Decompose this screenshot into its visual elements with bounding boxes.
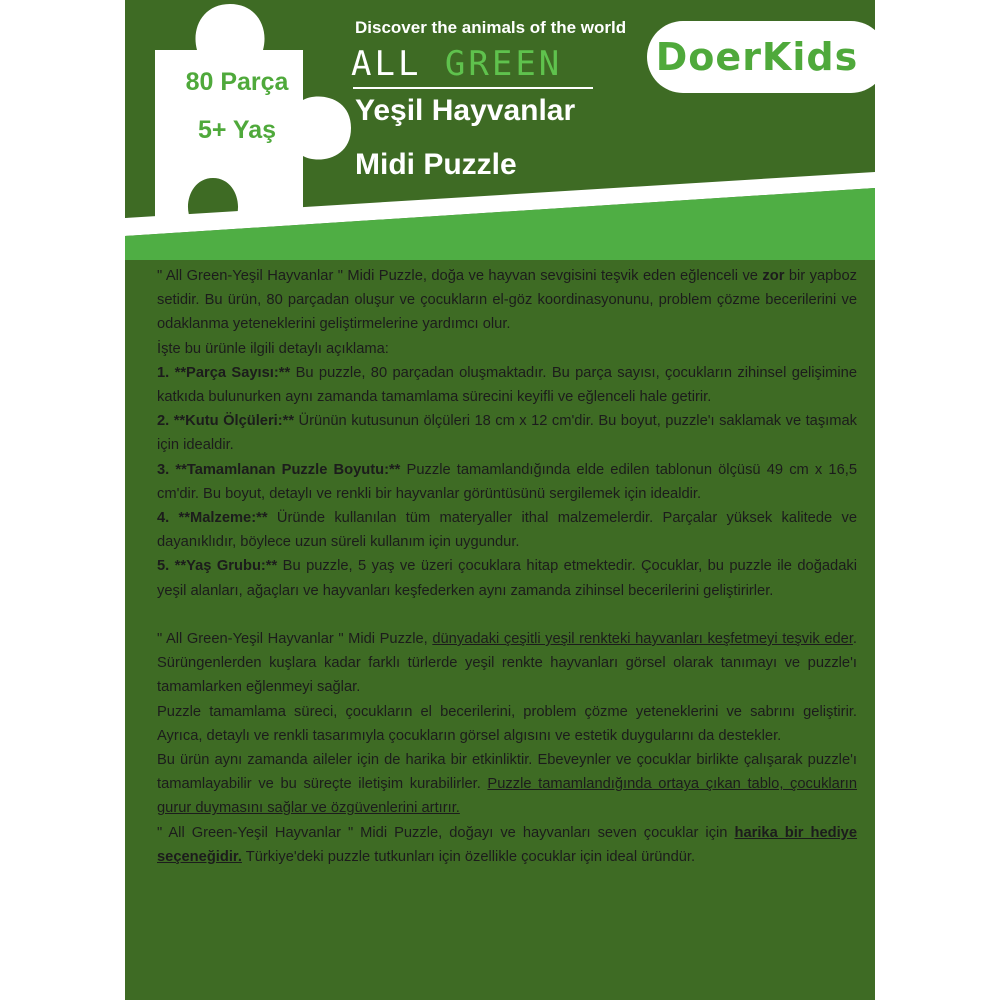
detail-item: 3. **Tamamlanan Puzzle Boyutu:** Puzzle tamamlandığında elde edilen tablonun ölçüsü 49 cm x 16,5 cm'dir. Bu boyut, detaylı ve renkli bir hayvanlar görüntüsünü sergilemek için idealdir.: [157, 461, 857, 502]
emphasis-text: zor: [762, 268, 785, 284]
description-paragraph: Bu ürün aynı zamanda aileler için de harika bir etkinliktir. Ebeveynler ve çocuklar birlikte çalışarak puzzle'ı tamamlayabilir ve bu süreçte iletişim kurabilirler. Puzzle tamamlandığında ortaya çıkan tablo, çocukların gurur duymasını sağlar ve özgüvenlerini artırır.: [157, 752, 857, 817]
product-title-line1: Yeşil Hayvanlar: [355, 94, 576, 127]
brand-logo: [647, 21, 875, 93]
description-paragraph: Puzzle tamamlama süreci, çocukların el becerilerini, problem çözme yeteneklerini ve sabrını geliştirir. Ayrıca, detaylı ve renkli tasarımıyla çocukların görsel algısını ve estetik duygularını da destekler.: [157, 703, 857, 744]
series-title-green: GREEN: [444, 44, 563, 84]
underlined-text: dünyadaki çeşitli yeşil renkteki hayvanları keşfetmeyi teşvik eder: [432, 631, 853, 648]
product-title-line2: Midi Puzzle: [355, 148, 517, 181]
detail-item: 4. **Malzeme:** Üründe kullanılan tüm materyaller ithal malzemelerdir. Parçalar yüksek kalitede ve dayanıklıdır, böylece uzun süreli kullanım için uygundur.: [157, 510, 858, 551]
badge-age-group: 5+ Yaş: [197, 116, 277, 144]
series-title: [351, 44, 562, 84]
detail-item: 1. **Parça Sayısı:** Bu puzzle, 80 parçadan oluşmaktadır. Bu parça sayısı, çocukların zihinsel gelişimine katkıda bulunurken aynı zamanda tamamlama sürecini keyifli ve eğlenceli hale getirir.: [157, 364, 857, 406]
product-panel: [125, 0, 875, 1000]
detail-item-label: 3. **Tamamlanan Puzzle Boyutu:**: [157, 461, 401, 478]
detail-item: 2. **Kutu Ölçüleri:** Ürünün kutusunun ölçüleri 18 cm x 12 cm'dir. Bu boyut, puzzle'ı saklamak ve taşımak için idealdir.: [157, 413, 857, 454]
badge-piece-count: 80 Parça: [185, 68, 289, 96]
detail-item: 5. **Yaş Grubu:** Bu puzzle, 5 yaş ve üzeri çocuklara hitap etmektedir. Çocuklar, bu puzzle ile doğadaki yeşil alanları, ağaçları ve hayvanları keşfederken aynı zamanda zihinsel becerilerini geliştirirler.: [157, 558, 857, 599]
description-intro: İşte bu ürünle ilgili detaylı açıklama:: [157, 340, 389, 357]
series-title-all: ALL: [351, 44, 422, 84]
underlined-text: Puzzle tamamlandığında ortaya çıkan tablo, çocukların gurur duymasını sağlar ve özgüvenlerini artırır.: [157, 776, 857, 817]
spacer: [157, 603, 857, 627]
brand-name: DoerKids: [655, 35, 859, 79]
description-paragraph: " All Green-Yeşil Hayvanlar " Midi Puzzle, dünyadaki çeşitli yeşil renkteki hayvanları keşfetmeyi teşvik eder. Sürüngenlerden kuşlara kadar farklı türlerde yeşil renkte hayvanları görsel olarak tanımayı ve puzzle'ı tamamlarken eğlenmeyi sağlar.: [157, 631, 858, 696]
detail-item-label: 2. **Kutu Ölçüleri:**: [157, 413, 295, 430]
detail-item-label: 4. **Malzeme:**: [157, 510, 268, 527]
product-description: [157, 264, 857, 869]
description-paragraph: " All Green-Yeşil Hayvanlar " Midi Puzzle, doğayı ve hayvanları seven çocuklar için harika bir hediye seçeneğidir. Türkiye'deki puzzle tutkunları için özellikle çocuklar için ideal üründür.: [157, 824, 858, 865]
description-paragraph: " All Green-Yeşil Hayvanlar " Midi Puzzle, doğa ve hayvan sevgisini teşvik eden eğlenceli ve zor bir yapboz setidir. Bu ürün, 80 parçadan oluşur ve çocukların el-göz koordinasyonunu, problem çözme becerilerini ve odaklanma yeteneklerini geliştirmelerine yardımcı olur.: [157, 268, 857, 333]
tagline: Discover the animals of the world: [355, 18, 627, 37]
detail-item-label: 1. **Parça Sayısı:**: [157, 364, 291, 381]
detail-item-label: 5. **Yaş Grubu:**: [157, 558, 278, 575]
underlined-text: harika bir hediye seçeneğidir.: [157, 824, 858, 865]
puzzle-piece-icon: [125, 0, 360, 230]
title-underline: [353, 87, 593, 89]
